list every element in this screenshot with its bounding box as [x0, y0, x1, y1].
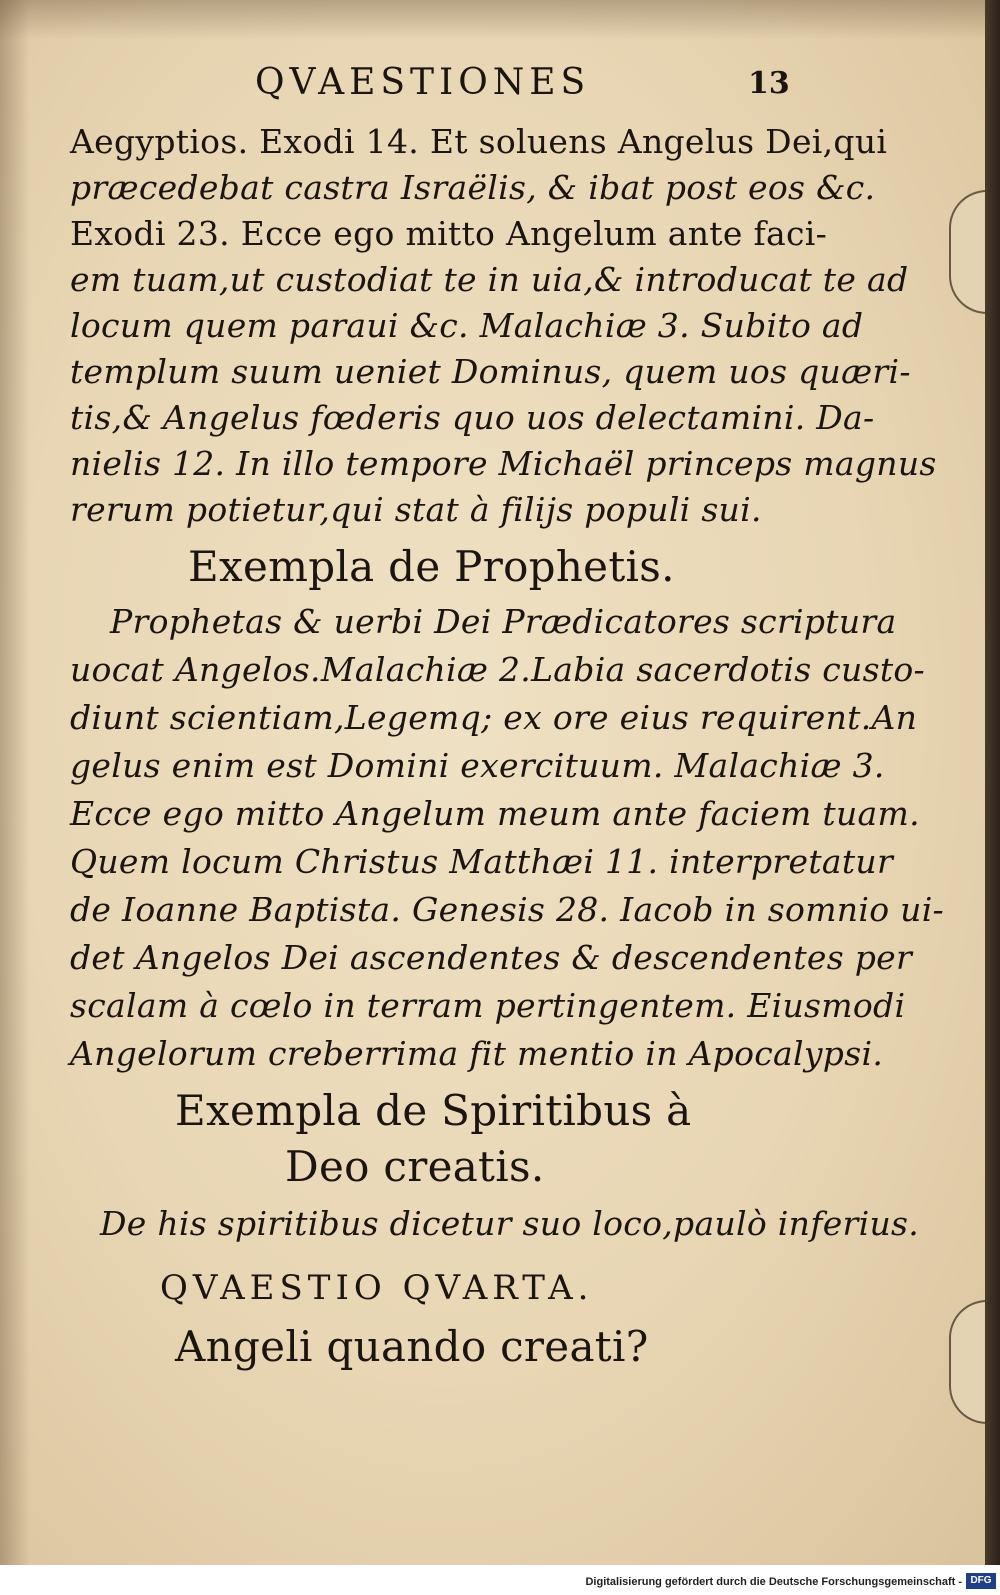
text-line: præcedebat castra Israëlis, & ibat post eos &c.	[70, 168, 876, 207]
text-line: Exodi 23. Ecce ego mitto Angelum ante faci-	[70, 214, 828, 253]
text-line: det Angelos Dei ascendentes & descendentes per	[70, 938, 913, 977]
question-title: QVAESTIO QVARTA.	[160, 1268, 594, 1308]
text-line: nielis 12. In illo tempore Michaël princeps magnus	[70, 444, 937, 483]
text-line: Aegyptios. Exodi 14. Et soluens Angelus Dei,qui	[70, 122, 888, 161]
text-line: Angelorum creberrima fit mentio in Apocalypsi.	[70, 1034, 884, 1073]
dfg-logo: DFG	[966, 1573, 996, 1589]
text-line: Ecce ego mitto Angelum meum ante faciem tuam.	[70, 794, 920, 833]
section-heading-prophetis: Exempla de Prophetis.	[188, 542, 675, 591]
text-line: gelus enim est Domini exercituum. Malachiæ 3.	[70, 746, 885, 785]
section-heading-spiritibus-cont: Deo creatis.	[285, 1142, 545, 1191]
text-line: Prophetas & uerbi Dei Prædicatores scriptura	[110, 602, 897, 641]
text-line: tis,& Angelus fœderis quo uos delectamini. Da-	[70, 398, 875, 437]
funding-credit: Digitalisierung gefördert durch die Deutsche Forschungsgemeinschaft -	[585, 1576, 962, 1588]
page-edge	[985, 0, 1000, 1565]
section-heading-spiritibus: Exempla de Spiritibus à	[175, 1086, 692, 1135]
gutter-shadow	[0, 0, 30, 1565]
top-shadow	[0, 0, 985, 40]
text-line: uocat Angelos.Malachiæ 2.Labia sacerdotis custo-	[70, 650, 925, 689]
text-line: Quem locum Christus Matthæi 11. interpretatur	[70, 842, 894, 881]
text-line: rerum potietur,qui stat à filijs populi sui.	[70, 490, 762, 529]
text-line: locum quem paraui &c. Malachiæ 3. Subito ad	[70, 306, 864, 345]
text-line: diunt scientiam,Legemq; ex ore eius requirent.An	[70, 698, 918, 737]
text-line: De his spiritibus dicetur suo loco,paulò inferius.	[100, 1204, 920, 1243]
text-line: scalam à cœlo in terram pertingentem. Eiusmodi	[70, 986, 906, 1025]
page-number: 13	[748, 66, 790, 101]
running-title: QVAESTIONES	[255, 62, 591, 103]
text-line: em tuam,ut custodiat te in uia,& introducat te ad	[70, 260, 909, 299]
text-line: de Ioanne Baptista. Genesis 28. Iacob in somnio ui-	[70, 890, 945, 929]
page-tab-shadow	[949, 1300, 987, 1424]
text-line: templum suum ueniet Dominus, quem uos quæri-	[70, 352, 911, 391]
page-tab-shadow	[949, 190, 987, 314]
question-text: Angeli quando creati?	[175, 1322, 649, 1371]
